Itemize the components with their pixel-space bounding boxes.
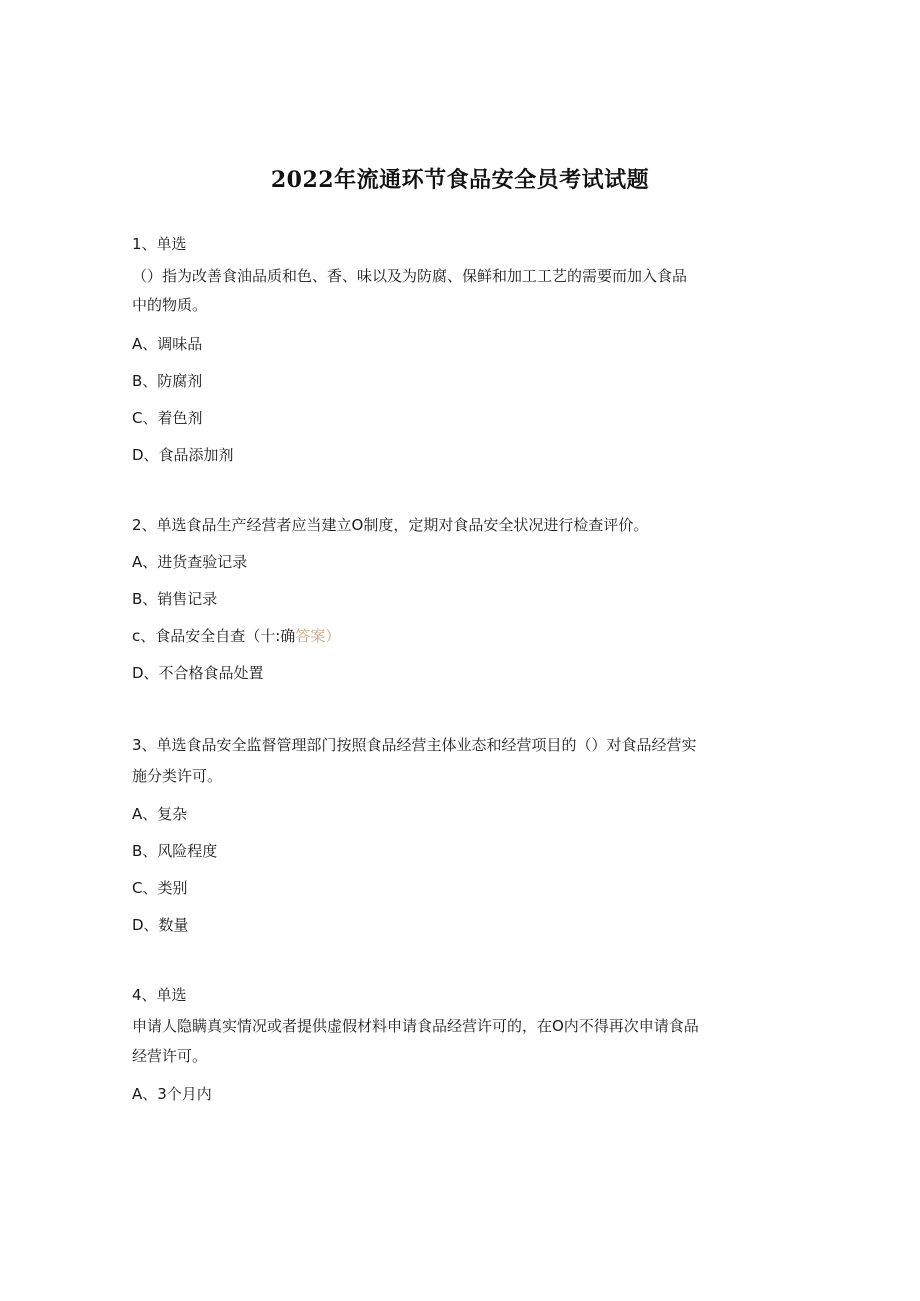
question-1-option-a: A、调味品: [132, 335, 203, 353]
question-1-option-b: B、防腐剂: [132, 372, 203, 390]
question-2-option-c-text: c、食品安全自查（十:确: [132, 627, 296, 645]
question-2-option-d: D、不合格食品处置: [132, 664, 264, 682]
question-3-stem-line-2: 施分类许可。: [132, 767, 223, 785]
question-1-stem-line-2: 中的物质。: [132, 296, 208, 314]
answer-tag: 答案）: [295, 627, 341, 645]
question-3-option-d: D、数量: [132, 916, 189, 934]
question-4-option-a: A、3个月内: [132, 1085, 212, 1103]
question-2-option-c: [132, 625, 340, 647]
question-2-option-a: A、进货查验记录: [132, 553, 248, 571]
question-1-option-c: C、着色剂: [132, 409, 203, 427]
question-4-stem-line-2: 经营许可。: [132, 1047, 208, 1065]
question-4-header: 4、单选: [132, 986, 187, 1004]
question-3-option-b: B、风险程度: [132, 842, 218, 860]
question-1-option-d: D、食品添加剂: [132, 446, 234, 464]
question-2-stem: 2、单选食品生产经营者应当建立O制度，定期对食品安全状况进行检查评价。: [132, 516, 649, 534]
question-3-option-a: A、复杂: [132, 805, 188, 823]
question-3-option-c: C、类别: [132, 879, 188, 897]
question-1-header: 1、单选: [132, 235, 187, 253]
question-3-stem-line-1: 3、单选食品安全监督管理部门按照食品经营主体业态和经营项目的（）对食品经营实: [132, 736, 697, 754]
question-1-stem-line-1: （）指为改善食油品质和色、香、味以及为防腐、保鲜和加工工艺的需要而加入食品: [132, 267, 688, 285]
document-title: 2022年流通环节食品安全员考试试题: [270, 167, 650, 193]
question-4-stem-line-1: 申请人隐瞒真实情况或者提供虚假材料申请食品经营许可的，在O内不得再次申请食品: [132, 1017, 699, 1035]
question-2-option-b: B、销售记录: [132, 590, 218, 608]
